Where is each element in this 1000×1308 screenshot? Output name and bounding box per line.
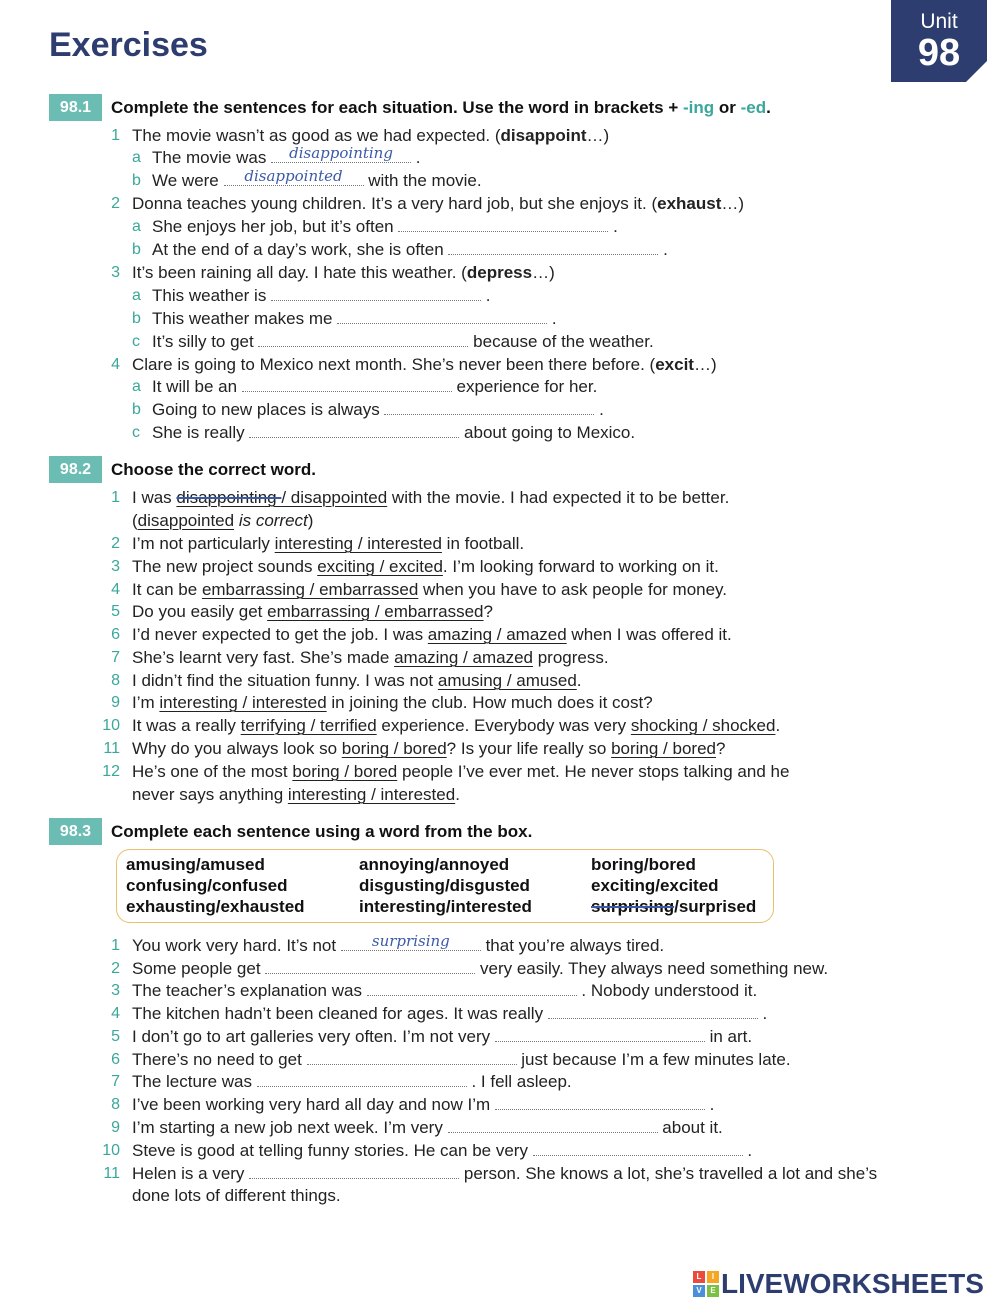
sentence-text: It’s been raining all day. I hate this weather. ( — [132, 263, 467, 282]
sentence-pre: We were — [152, 171, 224, 190]
sentence — [132, 670, 582, 692]
choice-pair[interactable]: amusing / amused — [437, 671, 577, 690]
sentence-pre: Going to new places is always — [152, 400, 385, 419]
sentence-text: Clare is going to Mexico next month. She’s never been there before. ( — [132, 355, 656, 374]
page-title: Exercises — [49, 26, 208, 64]
sub-sentence — [152, 285, 491, 307]
sentence-pre: I’m starting a new job next week. I’m very — [132, 1118, 448, 1137]
item-number: 5 — [111, 1028, 120, 1045]
answer-blank[interactable] — [307, 1050, 517, 1065]
sub-sentence — [152, 167, 482, 192]
item-number: 11 — [103, 740, 120, 757]
box-word: annoying/annoyed — [359, 855, 510, 874]
sentence — [132, 958, 828, 980]
sentence-pre: You work very hard. It’s not — [132, 936, 341, 955]
item-number: 7 — [111, 1073, 120, 1090]
sentence-text: The new project sounds — [132, 557, 318, 576]
answer-blank[interactable] — [495, 1027, 705, 1042]
sentence — [132, 1049, 791, 1071]
sentence — [132, 1185, 341, 1207]
item-number: 6 — [111, 626, 120, 643]
sentence-post: . — [411, 148, 421, 167]
sentence-post: . — [658, 240, 668, 259]
sentence-text: She’s learnt very fast. She’s made — [132, 648, 395, 667]
item-number: 6 — [111, 1051, 120, 1068]
sub-letter: c — [132, 424, 140, 441]
sentence — [132, 579, 727, 601]
answer-blank[interactable] — [384, 400, 594, 415]
example-post: with the movie. I had expected it to be better. — [387, 488, 730, 507]
handwritten-answer: disappointing — [289, 144, 393, 162]
note-word: disappointed — [137, 511, 235, 530]
answer-blank[interactable] — [398, 217, 608, 232]
sentence — [132, 1003, 767, 1025]
bracket-word: exhaust — [657, 194, 722, 213]
sentence-text: Donna teaches young children. It’s a very hard job, but she enjoys it. ( — [132, 194, 658, 213]
example-sentence — [132, 487, 729, 509]
box-word-crossed — [591, 897, 756, 917]
crossed-out-word: surprising — [591, 897, 675, 916]
sub-letter: c — [132, 333, 140, 350]
instruction-period: . — [766, 98, 771, 117]
sentence-text: progress. — [532, 648, 609, 667]
example-note — [132, 510, 313, 532]
logo-grid-icon — [693, 1271, 719, 1297]
sentence-text: . — [455, 785, 460, 804]
sentence-post: . — [547, 309, 557, 328]
sentence-post: . — [608, 217, 618, 236]
item-number: 7 — [111, 649, 120, 666]
item-number: 4 — [111, 581, 120, 598]
unit-label: Unit — [920, 10, 958, 33]
answer-blank[interactable] — [495, 1095, 705, 1110]
item-number: 5 — [111, 603, 120, 620]
sentence-text: I’d never expected to get the job. I was — [132, 625, 428, 644]
logo-text: LIVEWORKSHEETS — [721, 1268, 984, 1299]
item-number: 10 — [102, 717, 120, 734]
sentence-text: ? Is your life really so — [446, 739, 612, 758]
sentence-post: that you’re always tired. — [480, 936, 665, 955]
sentence — [132, 556, 719, 578]
sentence-post: . — [594, 400, 604, 419]
sentence — [132, 1026, 752, 1048]
item-number: 4 — [111, 1005, 120, 1022]
sentence-post: about it. — [657, 1118, 723, 1137]
item-number: 2 — [111, 535, 120, 552]
answer-blank[interactable] — [271, 286, 481, 301]
sub-letter: a — [132, 149, 141, 166]
sentence-text: I’m — [132, 693, 160, 712]
box-word: interesting/interested — [359, 897, 532, 916]
sentence-post: very easily. They always need something new. — [475, 959, 829, 978]
sentence — [132, 692, 653, 714]
sentence-post: . — [481, 286, 491, 305]
item-number: 11 — [103, 1165, 120, 1182]
box-word: exciting/excited — [591, 876, 719, 895]
choice-pair[interactable]: interesting / interested — [287, 785, 456, 804]
sentence — [132, 601, 493, 623]
sentence-pre: The teacher’s explanation was — [132, 981, 367, 1000]
item-number: 8 — [111, 1096, 120, 1113]
sentence-text: . — [775, 716, 781, 735]
sentence-text: people I’ve ever met. He never stops talking and he — [397, 762, 790, 781]
correct-choice: / disappointed — [281, 488, 388, 507]
section-instruction-98-1 — [111, 94, 771, 121]
sentence — [132, 262, 555, 284]
logo-cell: I — [707, 1271, 719, 1283]
answer-blank[interactable] — [548, 1004, 758, 1019]
sentence-pre: The kitchen hadn’t been cleaned for ages. It was really — [132, 1004, 548, 1023]
sub-letter: b — [132, 310, 141, 327]
answer-blank[interactable] — [448, 240, 658, 255]
sub-letter: a — [132, 287, 141, 304]
sentence — [132, 533, 524, 555]
logo-cell: V — [693, 1285, 705, 1297]
sub-letter: a — [132, 378, 141, 395]
sentence-text: in joining the club. How much does it cost? — [326, 693, 653, 712]
sentence — [132, 1071, 572, 1093]
item-number: 10 — [102, 1142, 120, 1159]
sentence-text: . — [576, 671, 582, 690]
sentence — [132, 193, 744, 215]
choice-pair[interactable]: boring / bored — [611, 739, 716, 758]
bracket-word: depress — [466, 263, 533, 282]
sentence-text: when you have to ask people for money. — [418, 580, 728, 599]
sentence-post: experience for her. — [451, 377, 598, 396]
sentence — [132, 1140, 752, 1162]
bracket-close: …) — [586, 126, 610, 145]
sentence-post: just because I’m a few minutes late. — [516, 1050, 791, 1069]
sentence-text: never says anything — [132, 785, 288, 804]
sentence-pre: Some people get — [132, 959, 266, 978]
sentence-pre: It’s silly to get — [152, 332, 259, 351]
sub-sentence — [152, 376, 597, 398]
sentence-pre: done lots of different things. — [132, 1186, 341, 1205]
sentence-text: It can be — [132, 580, 202, 599]
sentence-pre: At the end of a day’s work, she is often — [152, 240, 449, 259]
section-instruction-98-2: Choose the correct word. — [111, 460, 316, 479]
box-word: boring/bored — [591, 855, 696, 874]
bracket-word: disappoint — [500, 126, 587, 145]
ing-suffix: -ing — [683, 98, 715, 117]
sentence-post: . — [757, 1004, 768, 1023]
item-number: 2 — [111, 960, 120, 977]
choice-pair[interactable]: amazing / amazed — [394, 648, 533, 667]
handwritten-answer: disappointed — [244, 167, 343, 185]
bracket-close: …) — [693, 355, 717, 374]
section-badge-98-1: 98.1 — [49, 94, 102, 121]
sentence — [132, 784, 460, 806]
note-close: ) — [307, 511, 314, 530]
sentence-text: He’s one of the most — [132, 762, 293, 781]
item-number: 1 — [111, 127, 120, 144]
sub-sentence — [152, 422, 635, 444]
sentence — [132, 1094, 714, 1116]
answer-blank[interactable] — [337, 309, 547, 324]
sub-letter: b — [132, 401, 141, 418]
sentence-pre: It will be an — [152, 377, 242, 396]
sentence-text: in football. — [441, 534, 525, 553]
instruction-text: Complete the sentences for each situation. Use the word in brackets + — [111, 98, 684, 117]
sentence — [132, 647, 609, 669]
sub-letter: b — [132, 241, 141, 258]
bracket-close: …) — [532, 263, 555, 282]
sentence-text: ? — [483, 602, 493, 621]
sentence-pre: Steve is good at telling funny stories. He can be very — [132, 1141, 533, 1160]
sub-sentence — [152, 239, 668, 261]
sentence-text: The movie wasn’t as good as we had expected. ( — [132, 126, 501, 145]
answer-blank[interactable] — [448, 1118, 658, 1133]
sentence-text: It was a really — [132, 716, 241, 735]
sentence-post: . Nobody understood it. — [576, 981, 758, 1000]
item-number: 3 — [111, 982, 120, 999]
sentence-text: experience. Everybody was very — [376, 716, 631, 735]
sentence-post: person. She knows a lot, she’s travelled a lot and she’s — [459, 1164, 878, 1183]
sub-letter: b — [132, 172, 141, 189]
choice-pair[interactable]: boring / bored — [292, 762, 398, 781]
sentence-pre: She enjoys her job, but it’s often — [152, 217, 399, 236]
answer-blank[interactable] — [265, 959, 475, 974]
sentence-text: ? — [715, 739, 726, 758]
answer-blank[interactable] — [271, 144, 411, 163]
choice-pair[interactable]: interesting / interested — [159, 693, 327, 712]
sub-sentence — [152, 216, 618, 238]
choice-pair[interactable]: embarrassing / embarrassed — [201, 580, 419, 599]
sentence-pre: There’s no need to get — [132, 1050, 307, 1069]
box-word: exhausting/exhausted — [126, 897, 305, 916]
sentence-pre: This weather makes me — [152, 309, 338, 328]
sentence-post: about going to Mexico. — [459, 423, 636, 442]
section-badge-98-3: 98.3 — [49, 818, 102, 845]
box-word: confusing/confused — [126, 876, 288, 895]
sentence — [132, 715, 780, 737]
struck-choice: disappointing — [176, 488, 282, 507]
sentence-pre: The lecture was — [132, 1072, 257, 1091]
answer-blank[interactable] — [224, 167, 364, 186]
sentence-pre: Helen is a very — [132, 1164, 250, 1183]
item-number: 4 — [111, 356, 120, 373]
sentence-pre: I don’t go to art galleries very often. I’m not very — [132, 1027, 495, 1046]
sentence-post: . — [704, 1095, 715, 1114]
unit-tab — [891, 0, 987, 82]
handwritten-answer: surprising — [371, 932, 450, 950]
sentence-pre: I’ve been working very hard all day and now I’m — [132, 1095, 495, 1114]
bracket-word: excit — [655, 355, 694, 374]
sub-letter: a — [132, 218, 141, 235]
sentence-text: I’m not particularly — [132, 534, 275, 553]
answer-blank[interactable] — [533, 1141, 743, 1156]
sentence — [132, 624, 732, 646]
choice-pair[interactable]: exciting / excited — [317, 557, 443, 576]
example-pre: I was — [132, 488, 177, 507]
sentence-post: with the movie. — [363, 171, 482, 190]
sentence — [132, 761, 789, 783]
item-number: 9 — [111, 1119, 120, 1136]
sentence-post: because of the weather. — [468, 332, 654, 351]
sentence-pre: This weather is — [152, 286, 272, 305]
item-number: 3 — [111, 264, 120, 281]
answer-blank[interactable] — [367, 981, 577, 996]
section-badge-98-2: 98.2 — [49, 456, 102, 483]
sentence-text: . I’m looking forward to working on it. — [442, 557, 719, 576]
ed-suffix: -ed — [740, 98, 767, 117]
sentence-text: Do you easily get — [132, 602, 268, 621]
choice-pair[interactable]: terrifying / terrified — [240, 716, 377, 735]
sub-sentence — [152, 399, 604, 421]
box-word-rest: /surprised — [674, 897, 757, 916]
answer-blank[interactable] — [341, 932, 481, 951]
answer-blank[interactable] — [258, 332, 468, 347]
note-italic: is correct — [234, 511, 308, 530]
sentence-post: . — [742, 1141, 753, 1160]
unit-number: 98 — [917, 32, 961, 74]
sentence — [132, 1163, 877, 1185]
item-number: 12 — [102, 763, 120, 780]
box-word: amusing/amused — [126, 855, 265, 874]
answer-blank[interactable] — [249, 423, 459, 438]
sentence — [132, 738, 725, 760]
choice-pair[interactable]: interesting / interested — [274, 534, 442, 553]
answer-blank[interactable] — [257, 1072, 467, 1087]
sub-sentence — [152, 308, 557, 330]
sentence-text: I didn’t find the situation funny. I was not — [132, 671, 438, 690]
sentence-post: in art. — [704, 1027, 753, 1046]
answer-blank[interactable] — [242, 377, 452, 392]
item-number: 2 — [111, 195, 120, 212]
or-text: or — [714, 98, 741, 117]
choice-pair[interactable]: embarrassing / embarrassed — [267, 602, 484, 621]
sentence-text: when I was offered it. — [566, 625, 732, 644]
sentence — [132, 932, 665, 957]
answer-blank[interactable] — [249, 1164, 459, 1179]
sentence — [132, 354, 717, 376]
choice-pair[interactable]: amazing / amazed — [427, 625, 567, 644]
sentence-post: . I fell asleep. — [466, 1072, 572, 1091]
box-word: disgusting/disgusted — [359, 876, 530, 895]
note-open: ( — [132, 511, 138, 530]
section-instruction-98-3: Complete each sentence using a word from the box. — [111, 822, 533, 841]
item-number: 9 — [111, 694, 120, 711]
sentence-pre: The movie was — [152, 148, 272, 167]
bracket-close: …) — [721, 194, 745, 213]
choice-pair[interactable] — [176, 488, 387, 507]
logo-cell: E — [707, 1285, 719, 1297]
choice-pair[interactable]: boring / bored — [341, 739, 447, 758]
sub-sentence — [152, 144, 421, 169]
sentence-pre: She is really — [152, 423, 250, 442]
item-number: 1 — [111, 489, 120, 506]
item-number: 1 — [111, 937, 120, 954]
sentence-text: Why do you always look so — [132, 739, 342, 758]
choice-pair[interactable]: shocking / shocked — [630, 716, 776, 735]
sentence — [132, 980, 757, 1002]
item-number: 3 — [111, 558, 120, 575]
word-box — [116, 849, 774, 923]
logo-cell: L — [693, 1271, 705, 1283]
sub-sentence — [152, 331, 654, 353]
liveworksheets-logo — [693, 1268, 984, 1300]
item-number: 8 — [111, 672, 120, 689]
sentence — [132, 1117, 723, 1139]
